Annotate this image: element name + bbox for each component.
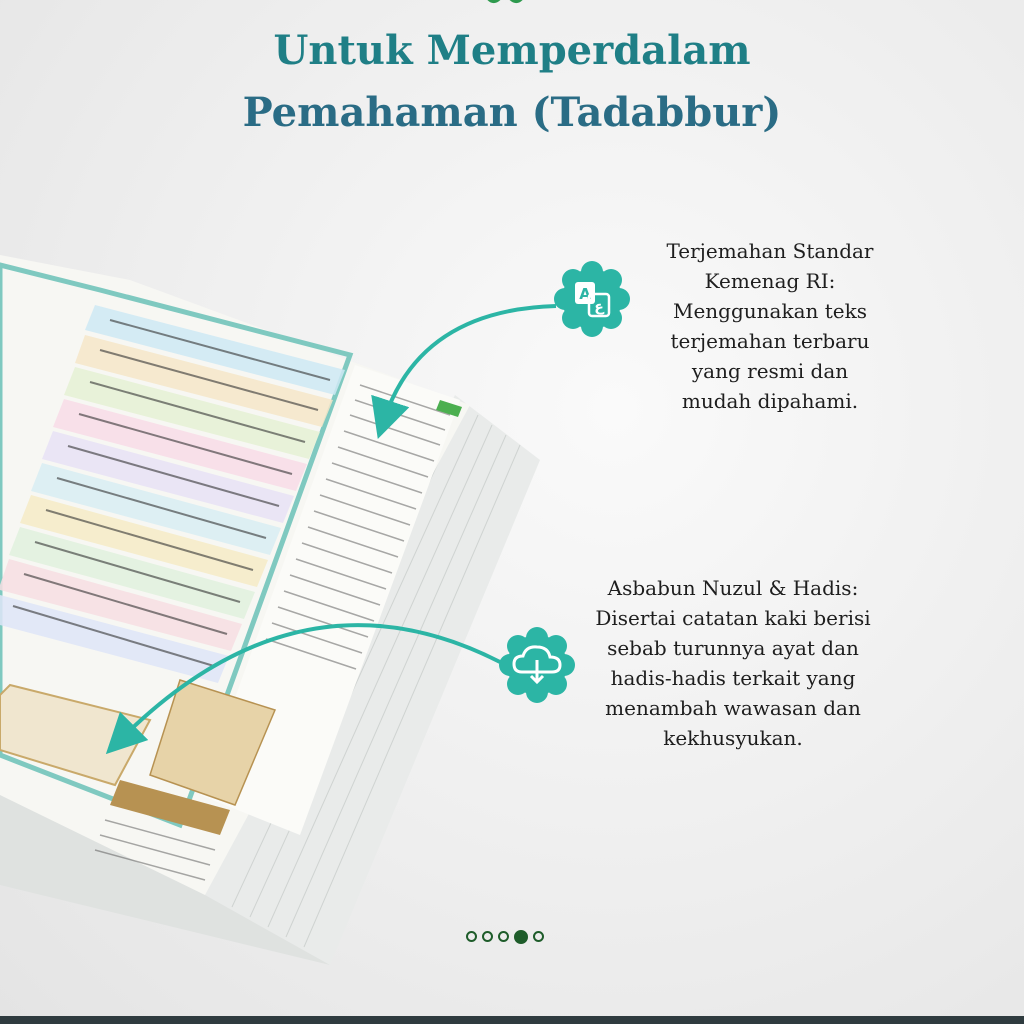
translate-icon	[551, 258, 633, 340]
carousel-dot[interactable]	[498, 931, 509, 942]
svg-text:A: A	[579, 285, 591, 303]
feature-line: yang resmi dan	[691, 359, 849, 383]
carousel-dot-active[interactable]	[514, 930, 528, 944]
feature-line: terjemahan terbaru	[670, 329, 870, 353]
feature-line: Terjemahan Standar	[666, 239, 874, 263]
carousel-dot[interactable]	[533, 931, 544, 942]
carousel-pagination	[466, 931, 544, 949]
feature-line: hadis-hadis terkait yang	[610, 666, 856, 690]
feature-translation-text	[640, 236, 900, 416]
feature-line: Asbabun Nuzul & Hadis:	[607, 576, 859, 600]
carousel-dot[interactable]	[482, 931, 493, 942]
feature-line: sebab turunnya ayat dan	[607, 636, 859, 660]
carousel-dot[interactable]	[466, 931, 477, 942]
cloud-badge	[496, 624, 578, 706]
svg-text:ع: ع	[594, 299, 604, 315]
feature-line: mudah dipahami.	[681, 389, 859, 413]
feature-asbabun-text	[568, 573, 898, 753]
bottom-bar	[0, 1016, 1024, 1024]
translate-badge	[551, 258, 633, 340]
cloud-download-icon	[496, 624, 578, 706]
feature-line: Menggunakan teks	[672, 299, 868, 323]
feature-line: kekhusyukan.	[663, 726, 803, 750]
page-title-line1: Untuk Memperdalam	[273, 27, 751, 74]
feature-line: menambah wawasan dan	[605, 696, 861, 720]
feature-line: Disertai catatan kaki berisi	[595, 606, 871, 630]
page-title-line2: Pemahaman (Tadabbur)	[242, 89, 782, 136]
brand-logo	[478, 0, 532, 10]
feature-line: Kemenag RI:	[704, 269, 836, 293]
quran-book-illustration	[0, 195, 560, 965]
